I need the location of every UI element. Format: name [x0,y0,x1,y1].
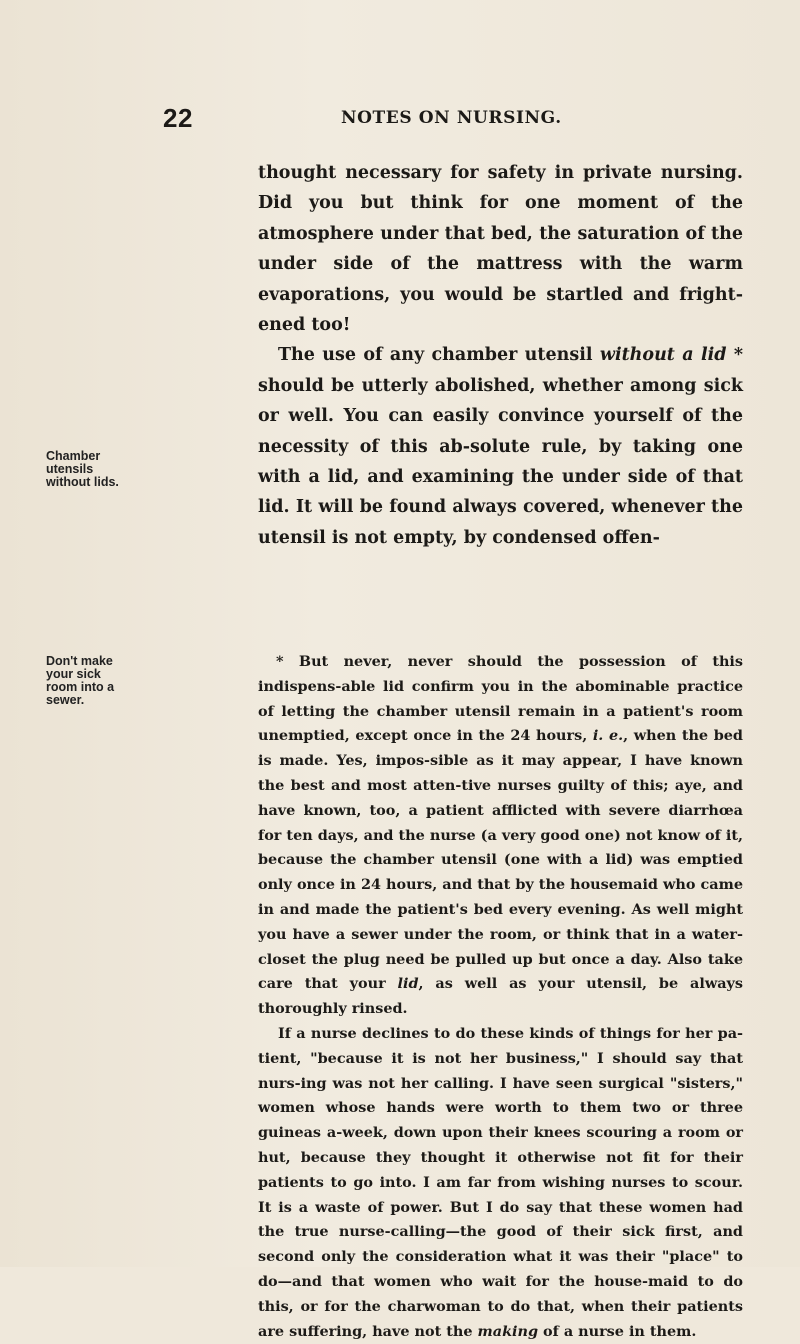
footnote-paragraph [258,650,743,1022]
emphasis-making: making [477,1322,539,1340]
text-run: , when the bed is made. Yes, impos-sible as it may appear, I have known the best and most atten-tive nurses guilty of this; aye, and have known, too, a patient afflicted with severe diarrhœa for ten days, and the nurse (a very good one) not know of it, because the chamber utensil (one with a lid) was emptied only once in 24 hours, and that by the housemaid who came in and made the patient's bed every evening. As well might you have a sewer under the room, or think that in a water-closet the plug need be pulled up but once a day. Also take care that your [258,727,743,993]
text-run: * But never, never should the possession of this indispens-able lid confirm you in the abominable practice of letting the chamber utensil remain in a patient's room unemptied, except once in the 24 hours, [258,653,743,745]
margin-note-line: sewer. [46,693,85,707]
text-run: The use of any chamber utensil [278,345,600,366]
text-run: * should be utterly abolished, whether among sick or well. You can easily convince yourself of the necessity of this ab-solute rule, by taking one with a lid, and examining the under side of that lid. It will be found always covered, whenever the utensil is not empty, by condensed offen- [258,345,744,548]
margin-note-line: room into a [46,680,115,694]
emphasis-lid: lid [397,975,419,993]
margin-note-line: utensils [46,462,94,476]
running-title: NOTES ON NURSING. [341,108,562,128]
paragraph-chamber-utensil [258,340,743,553]
main-text [258,158,743,553]
emphasis-ie: i. e. [592,727,624,745]
margin-note-line: your sick [46,667,101,681]
margin-note-line: Don't make [46,654,113,668]
margin-note-chamber-utensils [46,450,156,489]
margin-note-line: without lids. [46,475,119,489]
emphasis-without-a-lid: without a lid [599,345,727,366]
page-header [0,103,800,133]
footnote-paragraph [258,1022,743,1344]
paragraph-continuation: thought necessary for safety in private nursing. Did you but think for one moment of the atmosphere under that bed, the saturation of the under side of the mattress with the warm evaporations, you would be startled and fright-ened too! [258,163,743,336]
text-run: If a nurse declines to do these kinds of things for her pa-tient, "because it is not her business," I should say that nurs-ing was not her calling. I have seen surgical "sisters," women whose hands were worth to them two or three guineas a-week, down upon their knees scouring a room or hut, because they thought it otherwise not fit for their patients to go into. I am far from wishing nurses to scour. It is a waste of power. But I do say that these women had the true nurse-calling—the good of their sick first, and second only the consideration what it was their "place" to do—and that women who wait for the house-maid to do this, or for the charwoman to do that, when their patients are suffering, have not the [258,1024,743,1340]
text-run: of a nurse in them. [538,1322,697,1340]
margin-note-line: Chamber [46,449,101,463]
text-run: , as well as your utensil, be always thoroughly rinsed. [258,975,743,1018]
page-number: 22 [163,103,193,133]
margin-note-sick-room [46,655,156,707]
footnote [258,650,743,1344]
